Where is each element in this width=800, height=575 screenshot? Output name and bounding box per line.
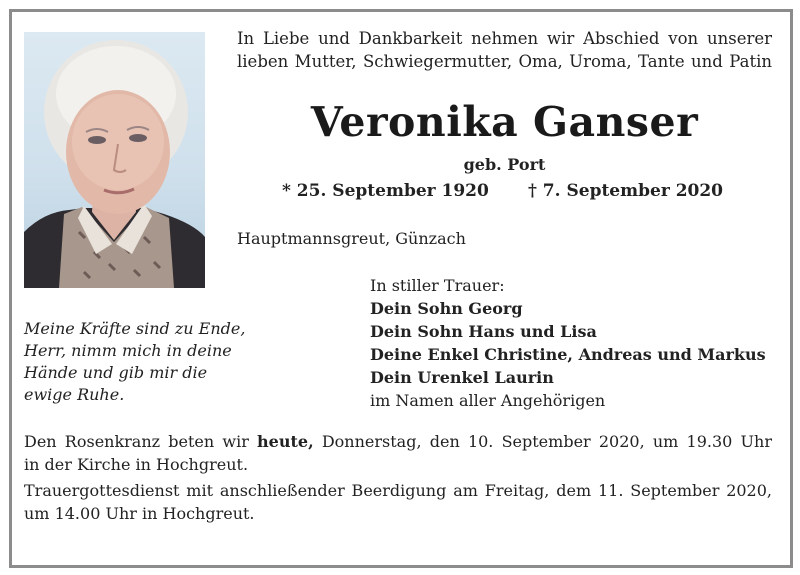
verse-line: ewige Ruhe. bbox=[24, 385, 125, 404]
funeral-line-1: Trauergottesdienst mit anschließender Beerdigung am Freitag, dem 11. September 2020, bbox=[24, 481, 772, 500]
verse-line: Herr, nimm mich in deine bbox=[24, 341, 232, 360]
death-date: † 7. September 2020 bbox=[528, 181, 724, 201]
funeral-notice bbox=[24, 479, 772, 525]
intro-line-2: lieben Mutter, Schwiegermutter, Oma, Uroma, Tante und Patin bbox=[237, 52, 772, 71]
rosary-post: Donnerstag, den 10. September 2020, um 19.30 Uhr bbox=[313, 432, 772, 451]
rosary-pre: Den Rosenkranz beten wir bbox=[24, 432, 258, 451]
mourners-heading: In stiller Trauer: bbox=[370, 276, 505, 295]
rosary-notice bbox=[24, 430, 772, 476]
funeral-line-2: um 14.00 Uhr in Hochgreut. bbox=[24, 504, 255, 523]
portrait-photo bbox=[24, 32, 205, 288]
rosary-bold: heute, bbox=[257, 432, 314, 451]
maiden-name: geb. Port bbox=[463, 155, 546, 174]
mourner-line: Dein Urenkel Laurin bbox=[370, 368, 554, 387]
mourners-block bbox=[370, 274, 766, 412]
verse bbox=[24, 318, 245, 406]
mourner-line: Dein Sohn Georg bbox=[370, 299, 523, 318]
deceased-name: Veronika Ganser bbox=[310, 98, 699, 146]
mourner-line: Deine Enkel Christine, Andreas und Markus bbox=[370, 345, 766, 364]
rosary-line-1 bbox=[24, 430, 772, 453]
verse-line: Meine Kräfte sind zu Ende, bbox=[24, 319, 246, 338]
intro-text bbox=[237, 27, 772, 73]
mourners-closing: im Namen aller Angehörigen bbox=[370, 391, 606, 410]
intro-line-1: In Liebe und Dankbarkeit nehmen wir Abschied von unserer bbox=[237, 29, 772, 48]
portrait-illustration bbox=[24, 32, 205, 288]
rosary-line-2: in der Kirche in Hochgreut. bbox=[24, 455, 249, 474]
mourner-line: Dein Sohn Hans und Lisa bbox=[370, 322, 597, 341]
verse-line: Hände und gib mir die bbox=[24, 363, 208, 382]
birth-date: * 25. September 1920 bbox=[282, 181, 489, 201]
places: Hauptmannsgreut, Günzach bbox=[237, 229, 466, 248]
